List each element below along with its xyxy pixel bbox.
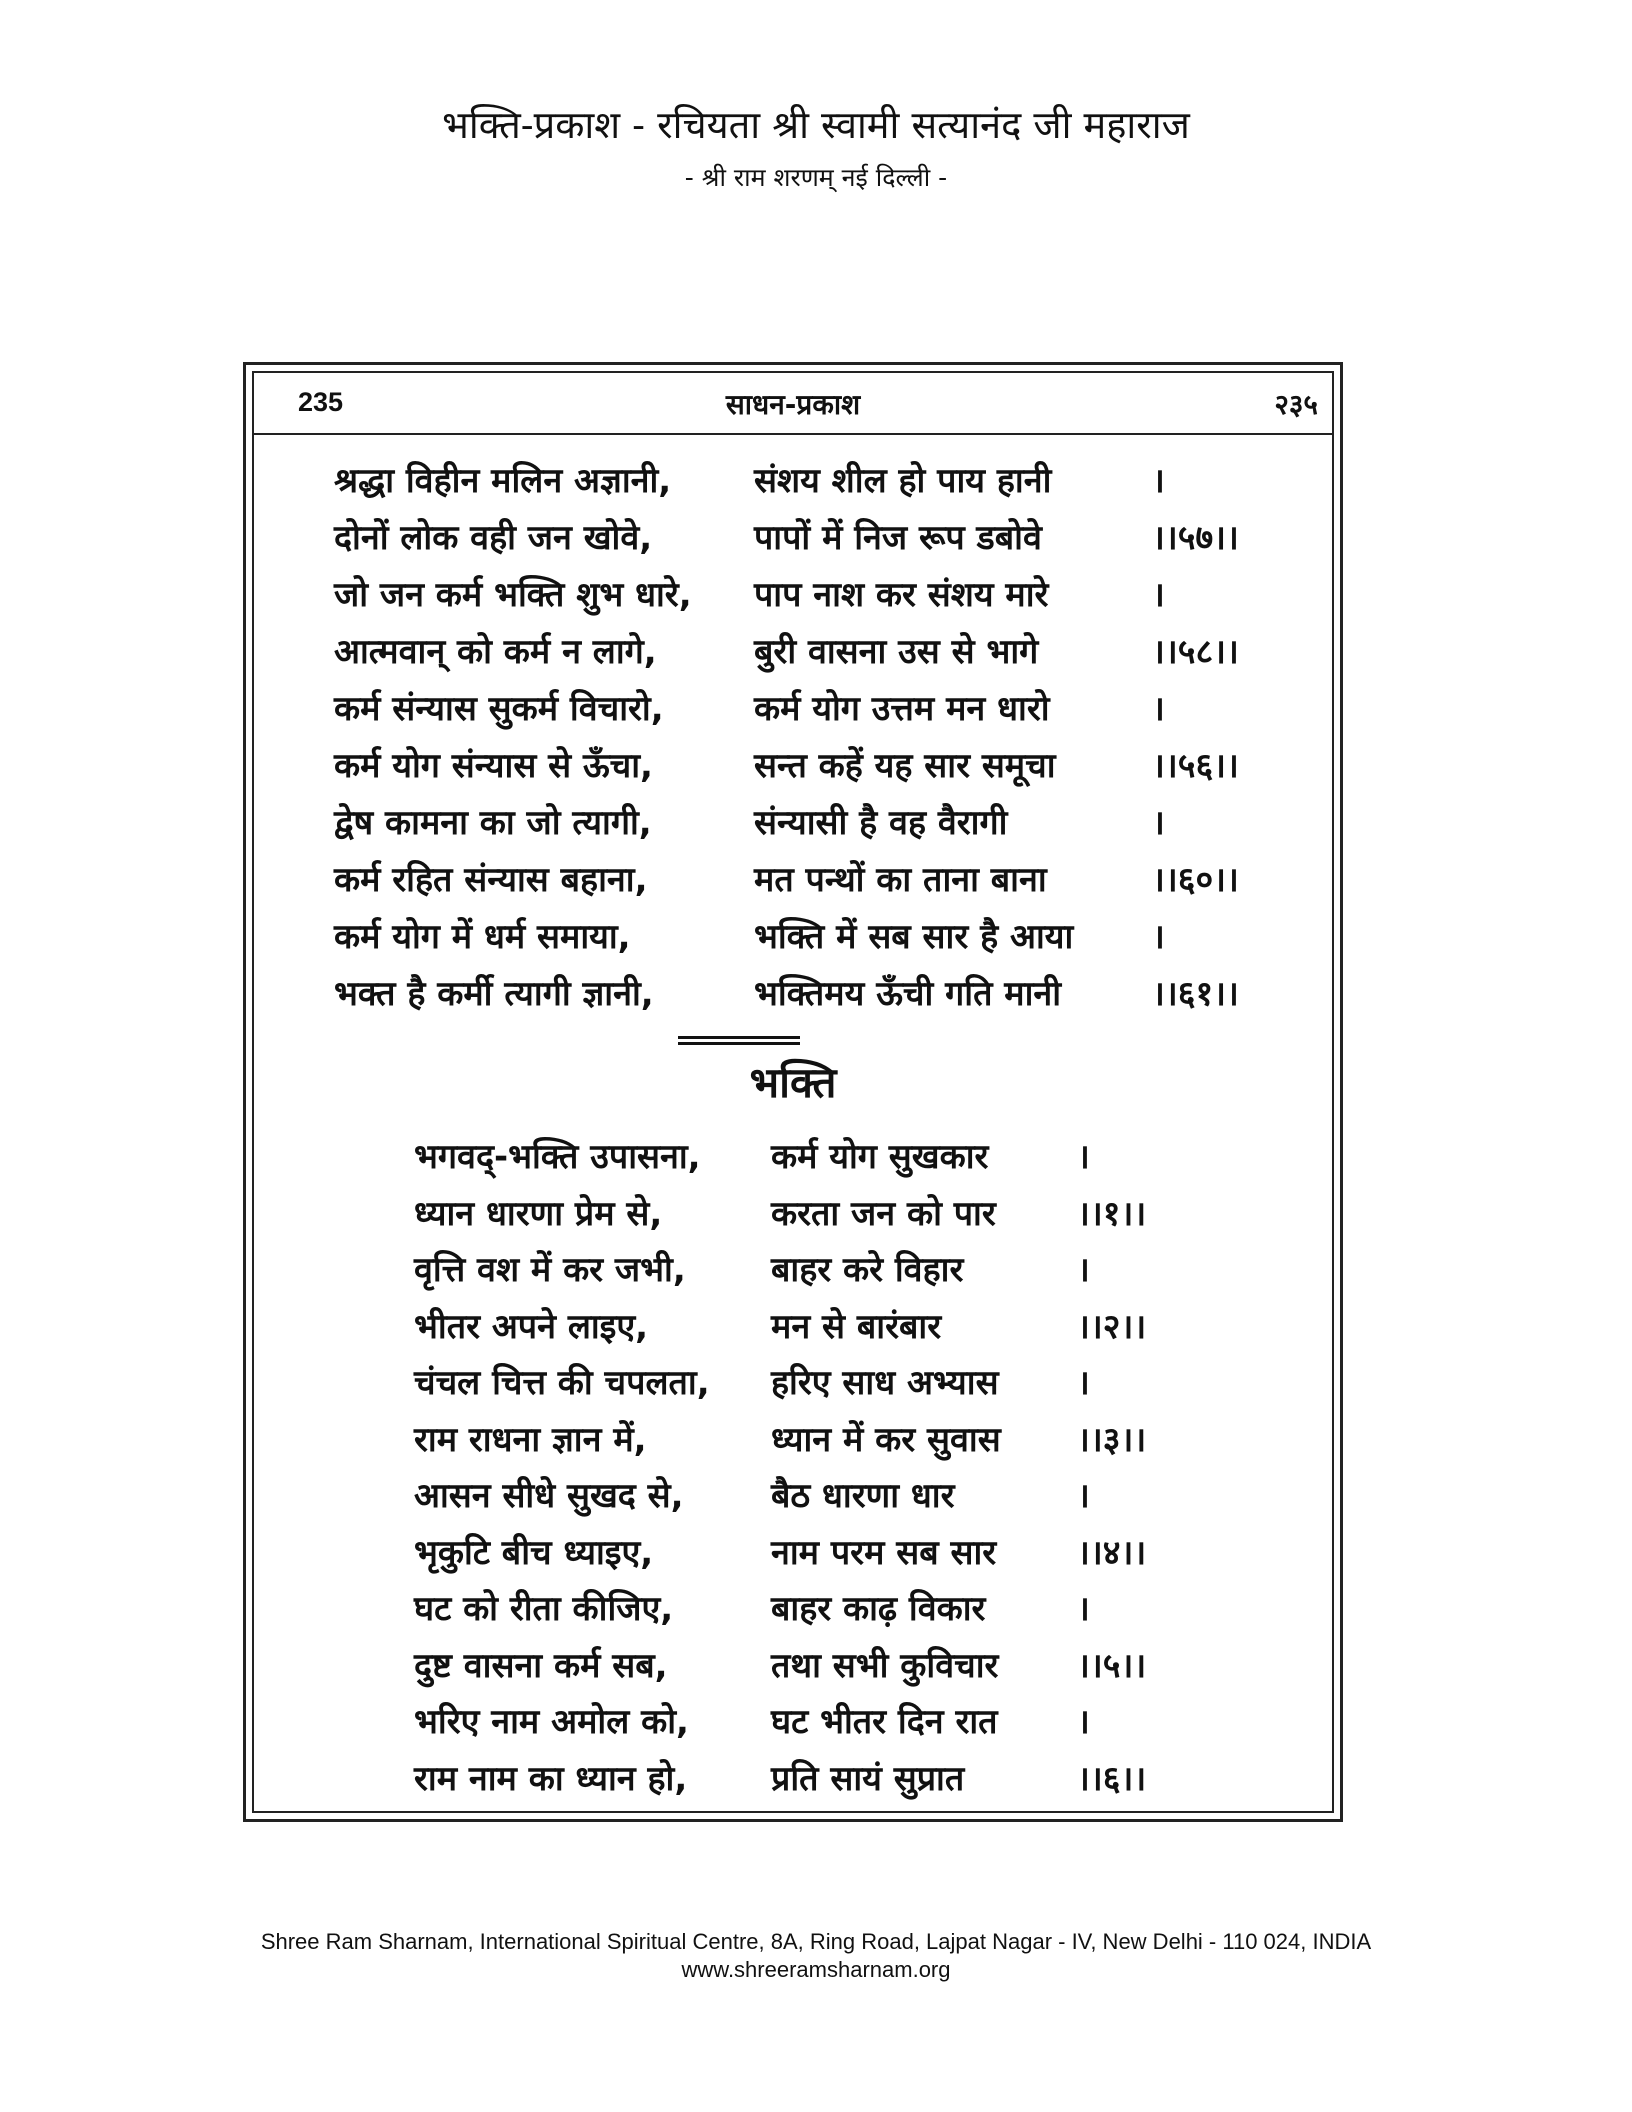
verse-half: कर्म योग उत्तम मन धारो [754,689,1050,729]
verse-line [334,795,1239,852]
verse-half: ध्यान में कर सुवास [771,1419,1001,1460]
verse-half: कर्म संन्यास सुकर्म विचारो, [334,689,664,729]
verse-half: भक्तिमय ऊँची गति मानी [754,974,1062,1014]
verse-number: । [1077,1476,1090,1516]
verse-half: पापों में निज रूप डबोवे [754,518,1042,558]
verse-half: प्रति सायं सुप्रात [771,1758,965,1799]
verse-half: कर्म योग सुखकार [771,1137,989,1177]
verse-line [414,1581,1146,1638]
verse-line [334,852,1239,909]
footer-website: www.shreeramsharnam.org [681,1957,951,1982]
page-header [0,100,1632,198]
verse-number: ।।३।। [1077,1419,1147,1460]
verse-half: चंचल चित्त की चपलता, [414,1363,710,1403]
chapter-title: साधन-प्रकाश [725,388,861,421]
verse-number: । [1152,575,1165,615]
verse-line [414,1468,1146,1525]
verse-half: राम राधना ज्ञान में, [414,1419,647,1460]
verse-half: संशय शील हो पाय हानी [754,461,1052,501]
verse-line [334,681,1239,738]
page-number-right: २३५ [1274,388,1318,421]
book-page-header [254,373,1332,435]
divider-rule [678,1036,800,1039]
verse-line [414,1751,1146,1808]
verse-half: करता जन को पार [771,1193,996,1234]
verse-number: ।।५८।। [1152,632,1239,672]
verse-number: ।।५।। [1077,1645,1147,1686]
divider-rule [678,1042,800,1045]
verse-half: मत पन्थों का ताना बाना [754,860,1047,900]
verse-line [414,1186,1146,1243]
verse-number: । [1077,1589,1090,1629]
verse-half: भगवद्-भक्ति उपासना, [414,1137,701,1177]
verse-half: पाप नाश कर संशय मारे [754,575,1049,615]
verse-half: भक्त है कर्मी त्यागी ज्ञानी, [334,974,654,1014]
verse-half: ध्यान धारणा प्रेम से, [414,1193,663,1234]
verse-number: ।।२।। [1077,1306,1147,1347]
verse-half: कर्म योग संन्यास से ऊँचा, [334,746,653,786]
verse-number: । [1077,1702,1090,1742]
verse-line [414,1355,1146,1412]
verse-line [414,1525,1146,1582]
verse-number: ।।५७।। [1152,518,1239,558]
verse-number: । [1152,803,1165,843]
verse-half: आसन सीधे सुखद से, [414,1476,684,1516]
verse-line [414,1638,1146,1695]
verse-number: । [1152,917,1165,957]
verse-line [414,1129,1146,1186]
verse-number: । [1152,689,1165,729]
verse-half: जो जन कर्म भक्ति शुभ धारे, [334,575,692,615]
header-title: भक्ति-प्रकाश - रचियता श्री स्वामी सत्यानंद जी महाराज [442,103,1190,147]
book-page-inner [252,371,1334,1813]
verse-line [334,966,1239,1023]
verse-half: बाहर काढ़ विकार [771,1589,986,1629]
verse-line [334,510,1239,567]
verse-number: ।।४।। [1077,1532,1147,1573]
verse-half: वृत्ति वश में कर जभी, [414,1250,686,1290]
verse-half: श्रद्धा विहीन मलिन अज्ञानी, [334,461,672,501]
verse-line [334,453,1239,510]
book-page-frame [243,362,1343,1822]
verse-number: ।।६०।। [1152,860,1239,900]
verse-half: नाम परम सब सार [771,1532,997,1573]
verse-half: बाहर करे विहार [771,1250,964,1290]
verse-half: भक्ति में सब सार है आया [754,917,1074,957]
verse-half: तथा सभी कुविचार [771,1645,999,1686]
verse-line [334,738,1239,795]
verse-line [334,624,1239,681]
verse-half: संन्यासी है वह वैरागी [754,803,1008,843]
verse-half: भृकुटि बीच ध्याइए, [414,1532,654,1573]
verse-half: भीतर अपने लाइए, [414,1306,649,1347]
verse-half: मन से बारंबार [771,1306,942,1347]
verse-half: कर्म योग में धर्म समाया, [334,917,631,957]
verse-half: हरिए साध अभ्यास [771,1363,999,1403]
page-footer [0,1928,1632,1984]
verse-number: ।।६।। [1077,1758,1147,1799]
section-title: भक्ति [749,1058,837,1107]
footer-address: Shree Ram Sharnam, International Spiritual Centre, 8A, Ring Road, Lajpat Nagar - IV, New Delhi - 110 024, INDIA [260,1929,1372,1954]
verse-line [334,909,1239,966]
verse-line [414,1299,1146,1356]
verse-half: घट भीतर दिन रात [771,1702,998,1742]
verse-line [414,1412,1146,1469]
verse-half: द्वेष कामना का जो त्यागी, [334,803,652,843]
verse-line [414,1242,1146,1299]
verse-half: बैठ धारणा धार [771,1476,955,1516]
verse-half: बुरी वासना उस से भागे [754,632,1039,672]
verse-half: कर्म रहित संन्यास बहाना, [334,860,648,900]
verse-half: भरिए नाम अमोल को, [414,1702,689,1742]
verse-half: सन्त कहें यह सार समूचा [754,746,1056,786]
page-number-left: 235 [298,387,344,417]
verse-number: । [1077,1250,1090,1290]
verse-line [414,1694,1146,1751]
verse-number: ।।६१।। [1152,974,1239,1014]
verse-number: ।।१।। [1077,1193,1147,1234]
verse-number: । [1077,1137,1090,1177]
verse-number: ।।५६।। [1152,746,1239,786]
verse-half: राम नाम का ध्यान हो, [414,1758,688,1799]
verse-half: आत्मवान् को कर्म न लागे, [334,632,657,672]
verse-line [334,567,1239,624]
verses-part2 [414,1129,1146,1807]
verse-number: । [1152,461,1165,501]
verse-half: दुष्ट वासना कर्म सब, [414,1645,668,1686]
verse-number: । [1077,1363,1090,1403]
header-subtitle: - श्री राम शरणम् नई दिल्ली - [684,163,948,192]
verse-half: घट को रीता कीजिए, [414,1589,674,1629]
verses-part1 [334,453,1239,1023]
verse-half: दोनों लोक वही जन खोवे, [334,518,653,558]
